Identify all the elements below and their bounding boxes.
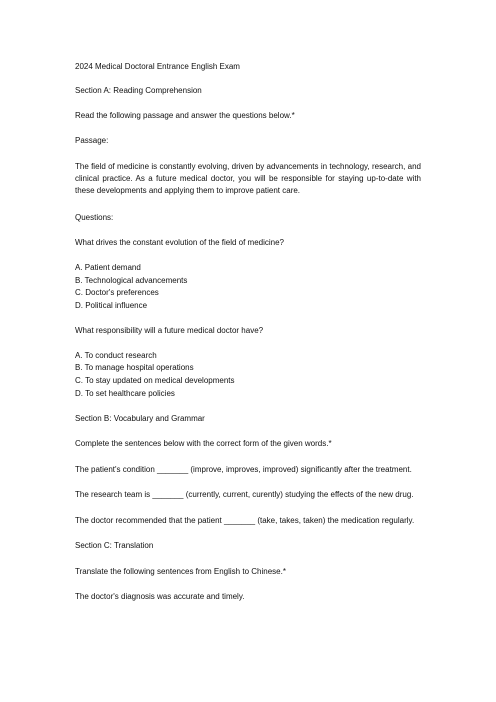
question-1-option-b: B. Technological advancements (75, 276, 188, 285)
question-1: What drives the constant evolution of the field of medicine? (75, 238, 285, 247)
section-b-instruction: Complete the sentences below with the correct form of the given words.* (75, 439, 332, 448)
question-2-option-c: C. To stay updated on medical developments (75, 376, 235, 385)
question-1-option-a: A. Patient demand (75, 263, 141, 272)
question-2-option-b: B. To manage hospital operations (75, 363, 194, 372)
section-b-heading: Section B: Vocabulary and Grammar (75, 414, 205, 423)
passage-label: Passage: (75, 136, 109, 145)
questions-label: Questions: (75, 213, 114, 222)
section-c-heading: Section C: Translation (75, 541, 154, 550)
question-2-option-d: D. To set healthcare policies (75, 389, 175, 398)
section-c-instruction: Translate the following sentences from English to Chinese.* (75, 567, 286, 576)
question-2-option-a: A. To conduct research (75, 351, 157, 360)
section-b-sentence-2: The research team is _______ (currently, current, curently) studying the effects of the new drug. (75, 490, 414, 499)
passage-text: The field of medicine is constantly evolving, driven by advancements in technology, research, and clinical practice. As a future medical doctor, you will be responsible for staying up-to-date with these developments and applying them to improve patient care. (75, 162, 421, 195)
question-2: What responsibility will a future medical doctor have? (75, 326, 264, 335)
section-c-sentence-1: The doctor's diagnosis was accurate and timely. (75, 592, 245, 601)
section-b-sentence-1: The patient's condition _______ (improve, improves, improved) significantly after the treatment. (75, 465, 412, 474)
question-1-option-c: C. Doctor's preferences (75, 288, 159, 297)
document-title: 2024 Medical Doctoral Entrance English Exam (75, 62, 240, 71)
section-a-heading: Section A: Reading Comprehension (75, 86, 202, 95)
question-1-option-d: D. Political influence (75, 301, 148, 310)
section-a-instruction: Read the following passage and answer the questions below.* (75, 111, 295, 120)
section-b-sentence-3: The doctor recommended that the patient _______ (take, takes, taken) the medication regularly. (75, 516, 415, 525)
